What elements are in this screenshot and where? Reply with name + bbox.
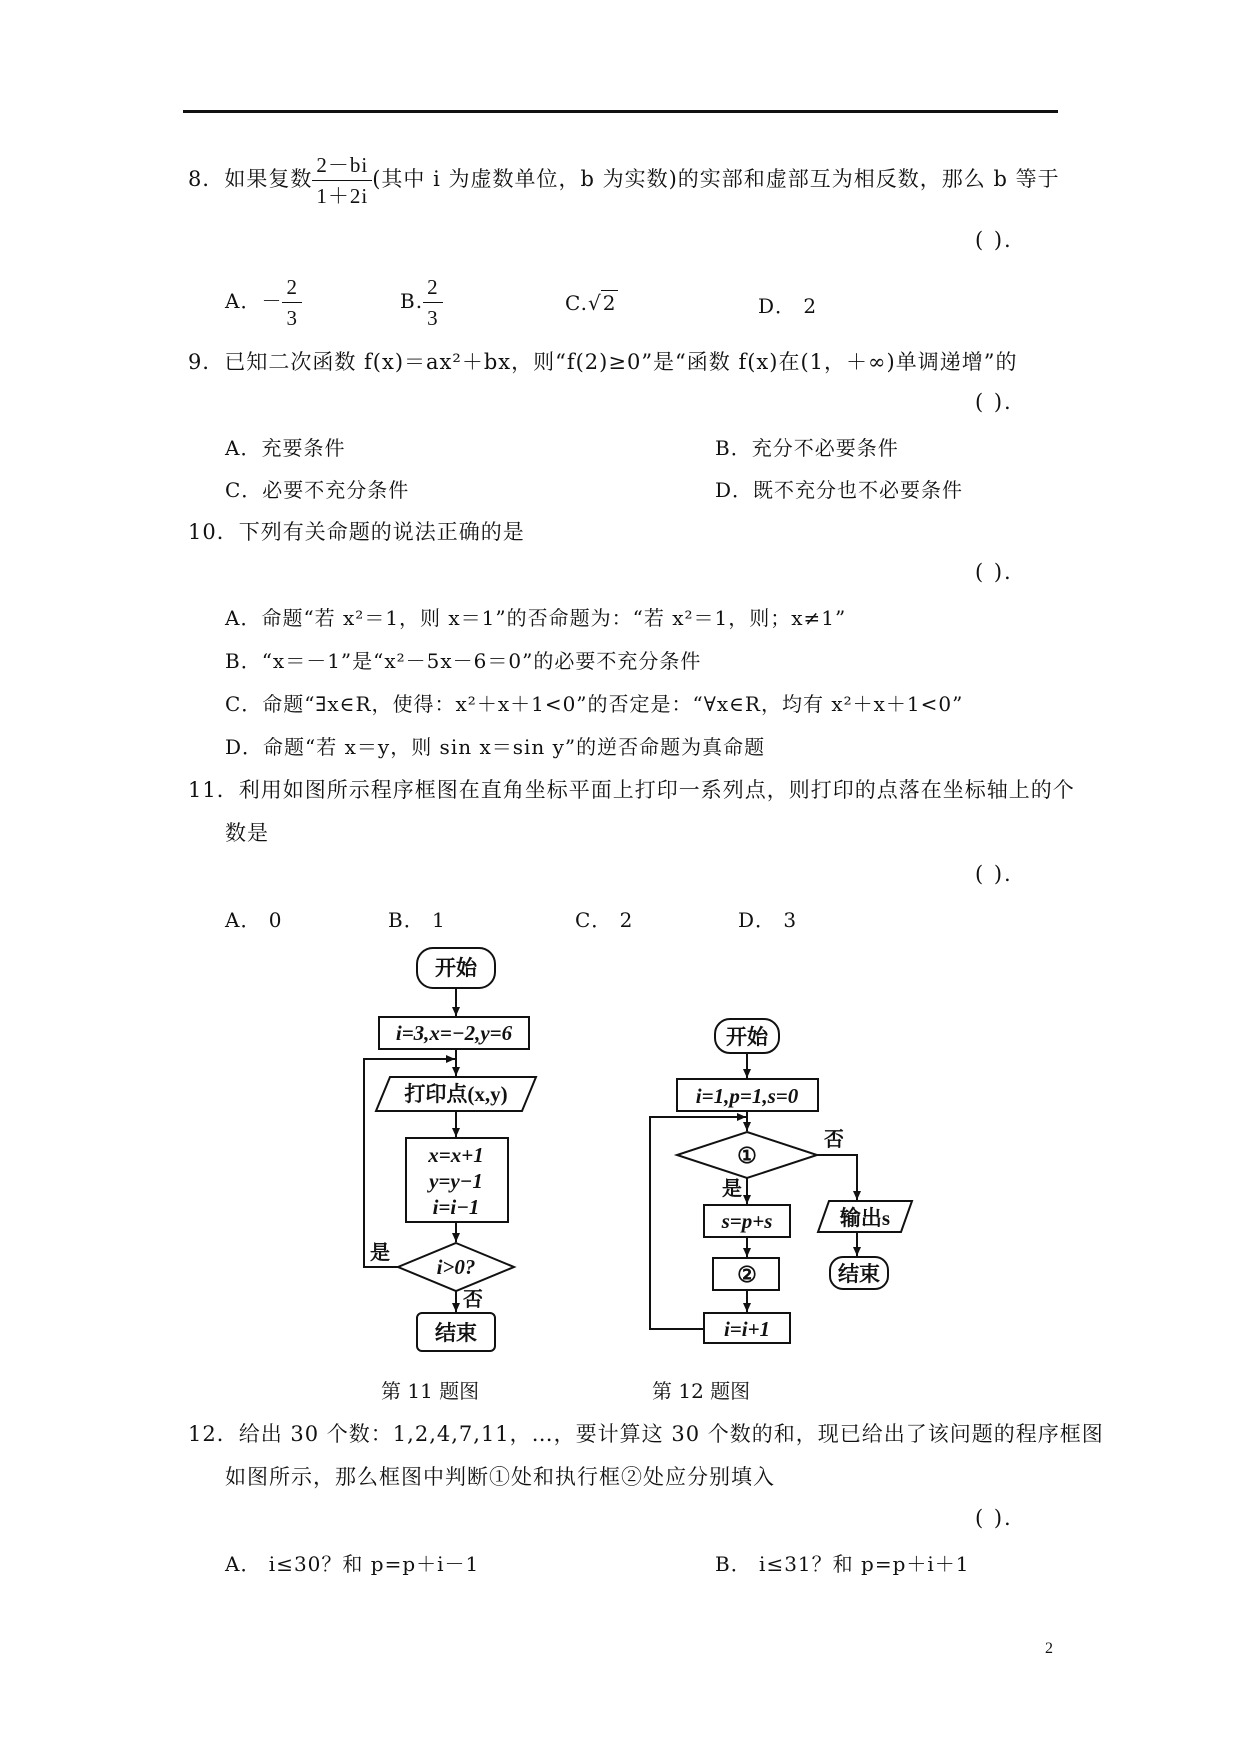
fig11-end-label: 结束	[435, 1321, 477, 1345]
q10-option-a: A．命题“若 x²＝1，则 x＝1”的否命题为：“若 x²＝1，则；x≠1”	[225, 606, 847, 630]
fig12-no-label: 否	[824, 1129, 844, 1151]
q8-option-d: D． 2	[758, 294, 818, 318]
q8-option-a-label: A．－	[225, 289, 283, 313]
q10-option-d: D．命题“若 x＝y，则 sin x＝sin y”的逆否命题为真命题	[225, 735, 766, 759]
q11-option-a: A． 0	[225, 908, 283, 932]
page-number: 2	[1045, 1640, 1053, 1657]
q8-suffix: (其中 i 为虚数单位，b 为实数)的实部和虚部互为相反数，那么 b 等于	[372, 167, 1060, 191]
fig12-assign-label: s=p+s	[721, 1209, 773, 1233]
fig11-caption: 第 11 题图	[381, 1379, 480, 1403]
fig11-print-label: 打印点(x,y)	[404, 1082, 508, 1106]
q8-option-c: C.√2	[565, 291, 617, 315]
fig12-incr-label: i=i+1	[723, 1317, 771, 1341]
q8-option-a-num: 2	[282, 272, 302, 303]
q11-answer-paren: ( ).	[975, 862, 1013, 886]
fig12-output-label: 输出s	[839, 1206, 891, 1230]
q12-option-a: A． i≤30？和 p=p＋i－1	[225, 1552, 480, 1576]
q8-answer-paren: ( ).	[975, 228, 1013, 252]
q8-frac-num: 2－bi	[312, 150, 372, 181]
fig11-step3-label: i=i−1	[432, 1195, 480, 1219]
fig12-cond-label: ①	[737, 1143, 757, 1168]
question-10: 10．下列有关命题的说法正确的是	[188, 520, 525, 544]
fig11-step1-label: x=x+1	[428, 1143, 484, 1167]
fig12-init-label: i=1,p=1,s=0	[695, 1084, 799, 1108]
q12-option-b: B． i≤31？和 p=p＋i＋1	[715, 1552, 970, 1576]
q10-option-b: B．“x＝－1”是“x²－5x－6＝0”的必要不充分条件	[225, 649, 702, 673]
q11-option-b: B． 1	[388, 908, 446, 932]
question-11-line1: 11．利用如图所示程序框图在直角坐标平面上打印一系列点，则打印的点落在坐标轴上的个	[188, 778, 1075, 802]
q8-frac-den: 1＋2i	[316, 184, 369, 208]
q8-option-b-label: B.	[400, 289, 424, 313]
fig11-init-label: i=3,x=−2,y=6	[395, 1021, 513, 1045]
q9-option-d: D．既不充分也不必要条件	[715, 478, 964, 502]
fig11-yes-label: 是	[370, 1242, 390, 1264]
fig11-no-label: 否	[463, 1289, 483, 1311]
q9-option-b: B．充分不必要条件	[715, 436, 899, 460]
q8-option-b-num: 2	[423, 272, 443, 303]
fig12-yes-label: 是	[722, 1178, 742, 1200]
q11-option-c: C． 2	[575, 908, 634, 932]
q8-option-a-den: 3	[286, 306, 298, 330]
q8-option-c-label: C.	[565, 291, 588, 315]
q8-prefix: 8．如果复数	[188, 167, 313, 191]
q9-option-c: C．必要不充分条件	[225, 478, 410, 502]
q11-option-d: D． 3	[738, 908, 798, 932]
q12-answer-paren: ( ).	[975, 1506, 1013, 1530]
q8-option-b-den: 3	[427, 306, 439, 330]
question-12-line1: 12．给出 30 个数：1,2,4,7,11，…，要计算这 30 个数的和，现已给出了该问题的程序框图	[188, 1422, 1104, 1446]
fig12-caption: 第 12 题图	[652, 1379, 751, 1403]
fig11-step2-label: y=y−1	[429, 1169, 483, 1193]
fig11-cond-label: i>0?	[436, 1255, 476, 1279]
question-9: 9．已知二次函数 f(x)＝ax²＋bx，则“f(2)≥0”是“函数 f(x)在(1，＋∞)单调递增”的	[188, 350, 1018, 374]
question-12-line2: 如图所示，那么框图中判断①处和执行框②处应分别填入	[225, 1465, 775, 1489]
q8-option-c-root: 2	[602, 291, 617, 315]
fig12-box2-label: ②	[737, 1262, 757, 1287]
q9-option-a: A．充要条件	[225, 436, 346, 460]
question-11-line2: 数是	[225, 821, 269, 845]
fig12-end-label: 结束	[838, 1262, 880, 1286]
q10-option-c: C．命题“∃x∈R，使得：x²＋x＋1<0”的否定是：“∀x∈R，均有 x²＋x＋1<0”	[225, 692, 964, 716]
q9-answer-paren: ( ).	[975, 390, 1013, 414]
fig11-start-label: 开始	[435, 956, 477, 980]
fig12-start-label: 开始	[726, 1025, 768, 1049]
q10-answer-paren: ( ).	[975, 560, 1013, 584]
